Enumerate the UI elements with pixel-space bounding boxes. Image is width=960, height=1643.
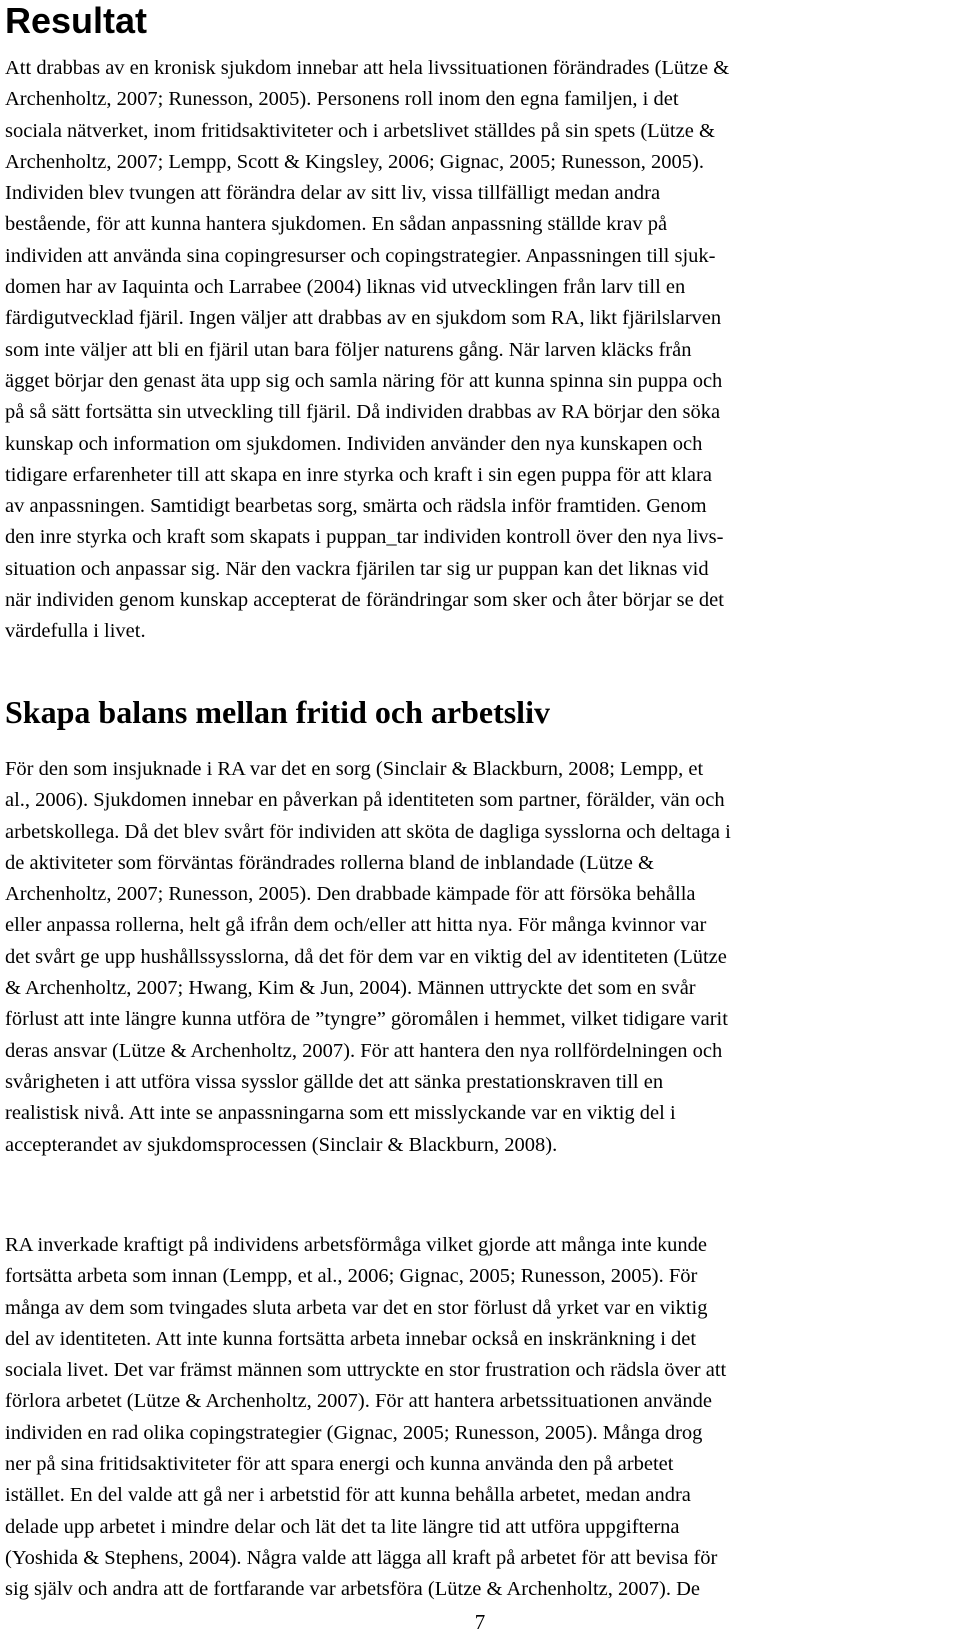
page-number: 7 [474,1610,486,1634]
paragraph-1 [5,53,955,648]
text-line: svårigheten i att utföra vissa sysslor gällde det att sänka prestationskraven till en [5,1070,664,1093]
text-line: bestående, för att kunna hantera sjukdomen. En sådan anpassning ställde krav på [5,213,668,236]
text-line: delade upp arbetet i mindre delar och lät det ta lite längre tid att utföra uppgifterna [5,1515,680,1538]
text-line: realistisk nivå. Att inte se anpassningarna som ett misslyckande var en viktig del i [5,1102,676,1125]
text-line: Archenholtz, 2007; Runesson, 2005). Personens roll inom den egna familjen, i det [5,88,679,111]
text-line: Archenholtz, 2007; Runesson, 2005). Den drabbade kämpade för att försöka behålla [5,883,696,906]
heading-skapa-balans: Skapa balans mellan fritid och arbetsliv [5,694,550,730]
text-line: arbetskollega. Då det blev svårt för individen att sköta de dagliga sysslorna och deltaga i [5,820,731,843]
text-line: eller anpassa rollerna, helt gå ifrån dem och/eller att hitta nya. För många kvinnor var [5,914,707,937]
text-line: Archenholtz, 2007; Lempp, Scott & Kingsley, 2006; Gignac, 2005; Runesson, 2005). [5,150,705,173]
text-line: tidigare erfarenheter till att skapa en inre styrka och kraft i sin egen puppa för att klara [5,463,712,486]
text-line: av anpassningen. Samtidigt bearbetas sorg, smärta och rädsla inför framtiden. Genom [5,495,707,518]
text-line: (Yoshida & Stephens, 2004). Några valde att lägga all kraft på arbetet för att bevisa för [5,1546,718,1569]
text-line: fortsätta arbeta som innan (Lempp, et al., 2006; Gignac, 2005; Runesson, 2005). För [5,1265,698,1288]
text-line: som inte väljer att bli en fjäril utan bara följer naturens gång. När larven kläcks från [5,338,692,361]
text-line: accepterandet av sjukdomsprocessen (Sinclair & Blackburn, 2008). [5,1133,558,1156]
text-line: För den som insjuknade i RA var det en sorg (Sinclair & Blackburn, 2008; Lempp, et [5,758,704,780]
text-line: domen har av Iaquinta och Larrabee (2004) liknas vid utvecklingen från larv till en [5,276,686,299]
text-line: färdigutvecklad fjäril. Ingen väljer att drabbas av en sjukdom som RA, likt fjärilslarven [5,307,722,330]
text-line: individen en rad olika copingstrategier (Gignac, 2005; Runesson, 2005). Många drog [5,1421,703,1444]
text-line: värdefulla i livet. [5,620,146,643]
text-line: deras ansvar (Lütze & Archenholtz, 2007). För att hantera den nya rollfördelningen och [5,1039,723,1062]
heading-resultat: Resultat [5,0,148,41]
text-line: många av dem som tvingades sluta arbeta var det en stor förlust då yrket var en viktig [5,1296,708,1319]
text-line: RA inverkade kraftigt på individens arbetsförmåga vilket gjorde att många inte kunde [5,1234,707,1256]
text-line: förlust att inte längre kunna utföra de ”tyngre” göromålen i hemmet, vilket tidigare varit [5,1008,728,1031]
text-line: det svårt ge upp hushållssysslorna, då det för dem var en viktig del av identiteten (Lütze [5,945,727,968]
text-line: sociala livet. Det var främst männen som uttryckte en stor frustration och rädsla över att [5,1359,727,1382]
text-line: situation och anpassar sig. När den vackra fjärilen tar sig ur puppan kan det liknas vid [5,557,709,580]
text-line: al., 2006). Sjukdomen innebar en påverkan på identiteten som partner, förälder, vän och [5,789,725,812]
text-line: på så sätt fortsätta sin utveckling till fjäril. Då individen drabbas av RA börjar den söka [5,401,721,424]
text-line: & Archenholtz, 2007; Hwang, Kim & Jun, 2004). Männen uttryckte det som en svår [5,977,696,1000]
text-line: sociala nätverket, inom fritidsaktiviteter och i arbetslivet ställdes på sin spets (Lütze & [5,119,715,142]
paragraph-3 [5,1230,955,1606]
text-line: del av identiteten. Att inte kunna fortsätta arbeta innebar också en inskränkning i det [5,1327,697,1350]
text-line: individen att använda sina copingresurser och copingstrategier. Anpassningen till sjuk- [5,244,716,267]
paragraph-2 [5,754,955,1161]
text-line: kunskap och information om sjukdomen. Individen använder den nya kunskapen och [5,432,703,455]
text-line: när individen genom kunskap accepterat de förändringar som sker och åter börjar se det [5,589,724,612]
text-line: förlora arbetet (Lütze & Archenholtz, 2007). För att hantera arbetssituationen använde [5,1390,712,1413]
text-line: Att drabbas av en kronisk sjukdom innebar att hela livssituationen förändrades (Lütze & [5,57,730,79]
text-line: ägget börjar den genast äta upp sig och samla näring för att kunna spinna sin puppa och [5,369,723,392]
text-line: sig själv och andra att de fortfarande var arbetsföra (Lütze & Archenholtz, 2007). De [5,1578,701,1601]
text-line: den inre styrka och kraft som skapats i puppan_tar individen kontroll över den nya livs- [5,526,724,549]
text-line: de aktiviteter som förväntas förändrades rollerna bland de inblandade (Lütze & [5,851,654,874]
text-line: ner på sina fritidsaktiviteter för att spara energi och kunna använda den på arbetet [5,1453,674,1476]
text-line: Individen blev tvungen att förändra delar av sitt liv, vissa tillfälligt medan andra [5,182,661,205]
text-line: istället. En del valde att gå ner i arbetstid för att kunna behålla arbetet, medan andra [5,1484,691,1507]
